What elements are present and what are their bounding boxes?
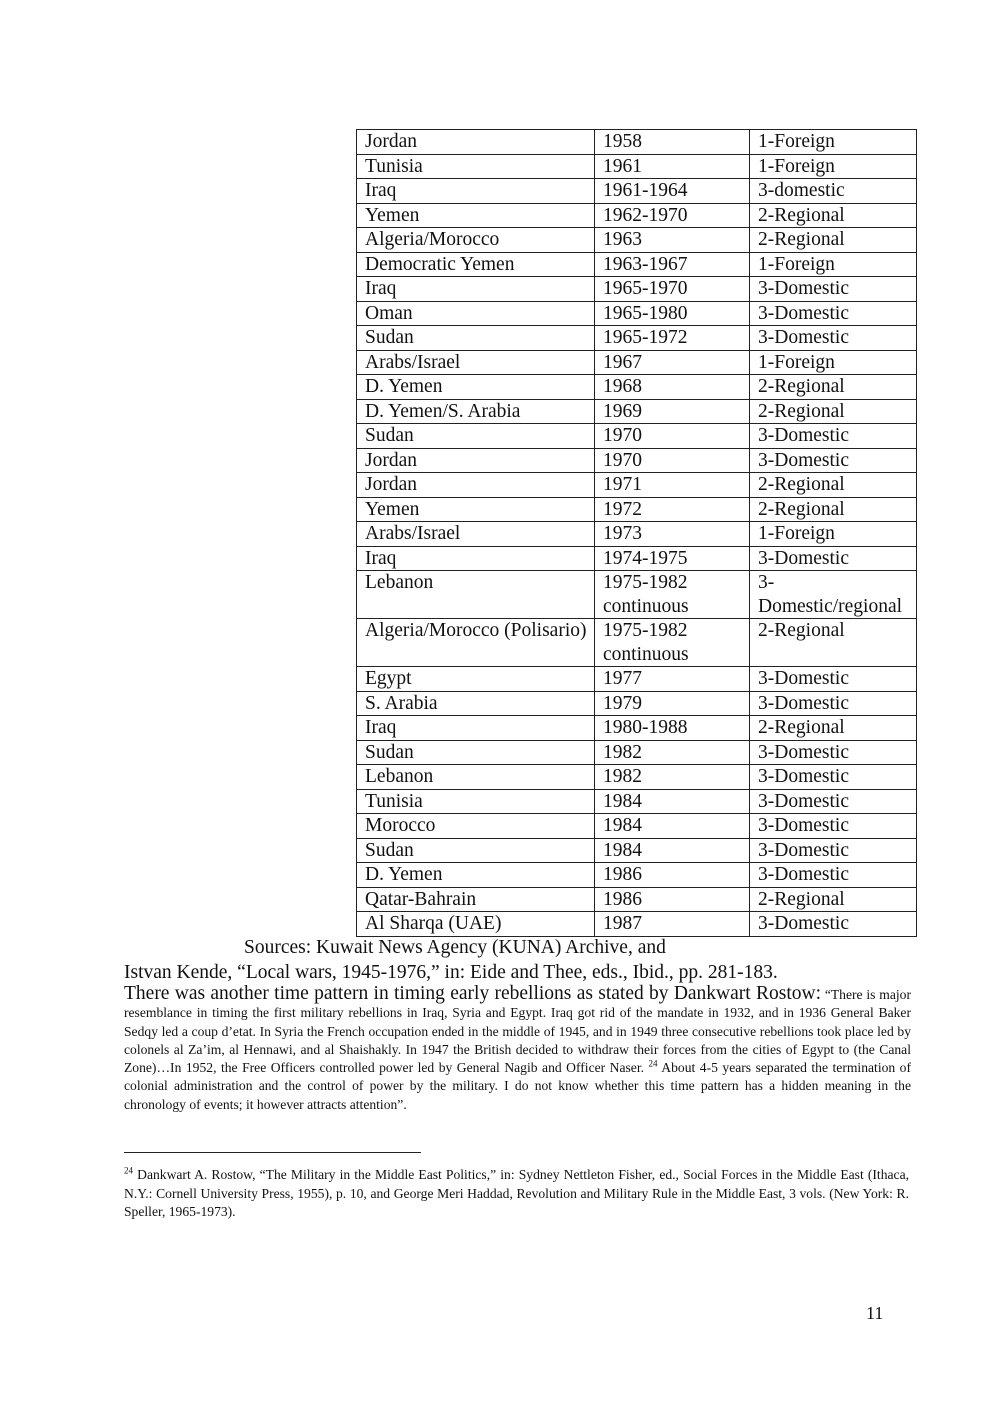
- table-row: [357, 350, 917, 375]
- type-cell: 1-Foreign: [750, 130, 917, 155]
- period-cell: 1962-1970: [595, 203, 750, 228]
- type-cell: 3-Domestic: [750, 326, 917, 351]
- period-cell: 1961: [595, 154, 750, 179]
- country-cell: Sudan: [357, 740, 595, 765]
- table-row: [357, 130, 917, 155]
- country-cell: Oman: [357, 301, 595, 326]
- footnote: [124, 1166, 909, 1222]
- table-row: [357, 497, 917, 522]
- period-cell: 1970: [595, 448, 750, 473]
- period-cell: 1971: [595, 473, 750, 498]
- table-row: [357, 424, 917, 449]
- table-row: [357, 863, 917, 888]
- period-cell: 1965-1970: [595, 277, 750, 302]
- body-paragraph: [124, 985, 911, 1114]
- type-cell: 2-Regional: [750, 473, 917, 498]
- type-cell: 3-Domestic: [750, 546, 917, 571]
- type-cell: 3-Domestic: [750, 789, 917, 814]
- country-cell: Yemen: [357, 497, 595, 522]
- period-cell: 1984: [595, 814, 750, 839]
- country-cell: Arabs/Israel: [357, 350, 595, 375]
- country-cell: Algeria/Morocco (Polisario): [357, 619, 595, 667]
- country-cell: Qatar-Bahrain: [357, 887, 595, 912]
- period-cell: 1965-1980: [595, 301, 750, 326]
- type-cell: 1-Foreign: [750, 252, 917, 277]
- country-cell: D. Yemen: [357, 375, 595, 400]
- table-row: [357, 326, 917, 351]
- country-cell: Sudan: [357, 424, 595, 449]
- conflicts-table: [356, 129, 917, 937]
- period-cell: 1970: [595, 424, 750, 449]
- type-cell: 2-Regional: [750, 887, 917, 912]
- country-cell: Iraq: [357, 546, 595, 571]
- type-cell: 2-Regional: [750, 497, 917, 522]
- table-row: [357, 546, 917, 571]
- type-cell: 3-Domestic: [750, 740, 917, 765]
- table-row: [357, 740, 917, 765]
- country-cell: Lebanon: [357, 571, 595, 619]
- country-cell: Jordan: [357, 473, 595, 498]
- type-cell: 2-Regional: [750, 399, 917, 424]
- sources-line-2: Istvan Kende, “Local wars, 1945-1976,” in: Eide and Thee, eds., Ibid., pp. 281-183.: [124, 962, 778, 983]
- type-cell: 3-domestic: [750, 179, 917, 204]
- period-cell: 1979: [595, 691, 750, 716]
- period-cell: 1982: [595, 765, 750, 790]
- type-cell: 3- Domestic/regional: [750, 571, 917, 619]
- table-row: [357, 667, 917, 692]
- table-row: [357, 789, 917, 814]
- period-cell: 1974-1975: [595, 546, 750, 571]
- type-cell: 3-Domestic: [750, 667, 917, 692]
- type-cell: 2-Regional: [750, 375, 917, 400]
- quote-part-2: About 4-5 years separated the termination of colonial administration and the control of power by the military. I do not know whether this time pattern has a hidden meaning in the chronology of events; it however attracts attention”.: [124, 1060, 912, 1112]
- table-row: [357, 301, 917, 326]
- period-cell: 1968: [595, 375, 750, 400]
- type-cell: 2-Regional: [750, 619, 917, 667]
- country-cell: Tunisia: [357, 154, 595, 179]
- table-row: [357, 838, 917, 863]
- type-cell: 3-Domestic: [750, 863, 917, 888]
- type-cell: 3-Domestic: [750, 691, 917, 716]
- table-row: [357, 473, 917, 498]
- sources-line-1: Sources: Kuwait News Agency (KUNA) Archive, and: [244, 937, 666, 958]
- period-cell: 1967: [595, 350, 750, 375]
- period-cell: 1973: [595, 522, 750, 547]
- country-cell: Jordan: [357, 130, 595, 155]
- country-cell: Iraq: [357, 716, 595, 741]
- period-cell: 1958: [595, 130, 750, 155]
- country-cell: S. Arabia: [357, 691, 595, 716]
- period-cell: 1984: [595, 789, 750, 814]
- table-row: [357, 912, 917, 937]
- period-cell: 1980-1988: [595, 716, 750, 741]
- type-cell: 3-Domestic: [750, 424, 917, 449]
- type-cell: 1-Foreign: [750, 154, 917, 179]
- period-cell: 1975-1982 continuous: [595, 571, 750, 619]
- type-cell: 3-Domestic: [750, 912, 917, 937]
- type-cell: 3-Domestic: [750, 814, 917, 839]
- table-row: [357, 203, 917, 228]
- period-cell: 1965-1972: [595, 326, 750, 351]
- table-row: [357, 571, 917, 619]
- country-cell: Sudan: [357, 838, 595, 863]
- type-cell: 2-Regional: [750, 716, 917, 741]
- type-cell: 3-Domestic: [750, 765, 917, 790]
- table-row: [357, 375, 917, 400]
- table-row: [357, 228, 917, 253]
- table-row: [357, 399, 917, 424]
- period-cell: 1987: [595, 912, 750, 937]
- page-number: 11: [866, 1303, 884, 1323]
- table-row: [357, 619, 917, 667]
- country-cell: Egypt: [357, 667, 595, 692]
- conflicts-table-body: [357, 130, 917, 937]
- type-cell: 1-Foreign: [750, 522, 917, 547]
- type-cell: 1-Foreign: [750, 350, 917, 375]
- period-cell: 1977: [595, 667, 750, 692]
- country-cell: Al Sharqa (UAE): [357, 912, 595, 937]
- quote-part-1: “There is major resemblance in timing the first military rebellions in Iraq, Syria and Egypt. Iraq got rid of the mandate in 1932, and in 1936 General Baker Sedqy led a coup d’etat. In Syria the French occupation ended in the middle of 1945, and in 1949 three consecutive rebellions took place led by colonels al Za’im, al Hennawi, and al Shaishakly. In 1947 the British decided to withdraw their forces from the cities of Egypt to (the Canal Zone)…In 1952, the Free Officers controlled power led by General Nagib and Officer Naser.: [124, 987, 911, 1076]
- table-row: [357, 154, 917, 179]
- country-cell: Arabs/Israel: [357, 522, 595, 547]
- country-cell: Tunisia: [357, 789, 595, 814]
- country-cell: Sudan: [357, 326, 595, 351]
- table-row: [357, 277, 917, 302]
- country-cell: Algeria/Morocco: [357, 228, 595, 253]
- table-row: [357, 691, 917, 716]
- period-cell: 1984: [595, 838, 750, 863]
- country-cell: Jordan: [357, 448, 595, 473]
- period-cell: 1972: [595, 497, 750, 522]
- country-cell: D. Yemen: [357, 863, 595, 888]
- country-cell: Democratic Yemen: [357, 252, 595, 277]
- table-row: [357, 522, 917, 547]
- footnote-separator: [124, 1152, 421, 1153]
- type-cell: 3-Domestic: [750, 838, 917, 863]
- table-row: [357, 814, 917, 839]
- country-cell: Iraq: [357, 179, 595, 204]
- footnote-number: 24: [124, 1165, 133, 1176]
- period-cell: 1961-1964: [595, 179, 750, 204]
- period-cell: 1975-1982 continuous: [595, 619, 750, 667]
- footnote-text: Dankwart A. Rostow, “The Military in the Middle East Politics,” in: Sydney Nettleton Fisher, ed., Social Forces in the Middle East (Ithaca, N.Y.: Cornell University Press, 1955), p. 10, and George Meri Haddad, Revolution and Military Rule in the Middle East, 3 vols. (New York: R. Speller, 1965-1973).: [124, 1167, 909, 1219]
- type-cell: 3-Domestic: [750, 277, 917, 302]
- table-row: [357, 448, 917, 473]
- footnote-reference[interactable]: 24: [648, 1058, 658, 1069]
- period-cell: 1986: [595, 887, 750, 912]
- country-cell: Lebanon: [357, 765, 595, 790]
- period-cell: 1982: [595, 740, 750, 765]
- type-cell: 2-Regional: [750, 228, 917, 253]
- type-cell: 2-Regional: [750, 203, 917, 228]
- period-cell: 1963-1967: [595, 252, 750, 277]
- period-cell: 1986: [595, 863, 750, 888]
- table-row: [357, 765, 917, 790]
- table-row: [357, 179, 917, 204]
- table-row: [357, 716, 917, 741]
- table-row: [357, 252, 917, 277]
- country-cell: Iraq: [357, 277, 595, 302]
- period-cell: 1969: [595, 399, 750, 424]
- table-row: [357, 887, 917, 912]
- type-cell: 3-Domestic: [750, 301, 917, 326]
- country-cell: D. Yemen/S. Arabia: [357, 399, 595, 424]
- country-cell: Morocco: [357, 814, 595, 839]
- type-cell: 3-Domestic: [750, 448, 917, 473]
- period-cell: 1963: [595, 228, 750, 253]
- country-cell: Yemen: [357, 203, 595, 228]
- paragraph-lead: There was another time pattern in timing early rebellions as stated by Dankwart Rostow:: [124, 983, 822, 1004]
